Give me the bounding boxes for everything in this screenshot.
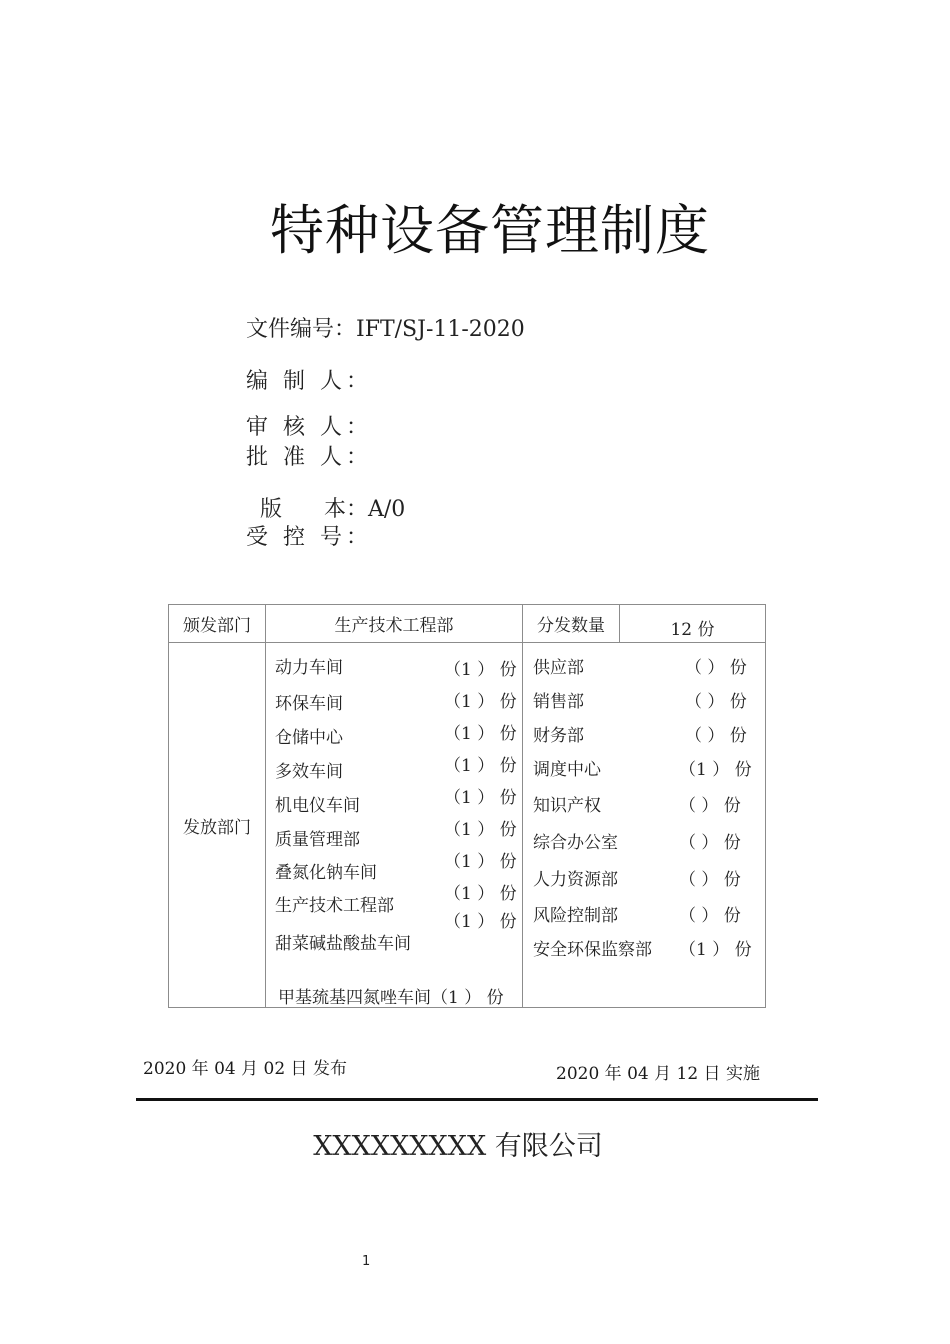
dept-name: 质量管理部	[275, 830, 360, 850]
left-dept-cell	[266, 643, 523, 1008]
control-number-label: 受 控 号：	[246, 525, 372, 550]
dept-count: （1 ） 份	[444, 788, 517, 808]
dept-name: 环保车间	[275, 694, 343, 714]
version-value: A/0	[367, 497, 406, 522]
issuer-label: 颁发部门	[183, 616, 251, 636]
dept-count: （ ） 份	[679, 796, 741, 816]
dept-count: （1 ） 份	[679, 940, 752, 960]
dist-label: 发放部门	[183, 817, 251, 838]
distribution-row	[169, 643, 766, 1008]
dept-count: （ ） 份	[679, 906, 741, 926]
approver-label: 批 准 人：	[246, 445, 372, 470]
dept-name: 调度中心	[533, 760, 601, 780]
company-name: XXXXXXXXX 有限公司	[313, 1131, 603, 1162]
dept-count: （1 ） 份	[444, 756, 517, 776]
dept-name: 销售部	[533, 692, 584, 712]
dept-count: （ ） 份	[679, 833, 741, 853]
distribution-table	[168, 604, 766, 1008]
right-dept-cell	[523, 643, 766, 1008]
count-value-cell	[620, 605, 766, 643]
issuer-label-cell	[169, 605, 266, 643]
doc-number-label: 文件编号：	[246, 317, 357, 342]
dept-count: （1 ） 份	[444, 820, 517, 840]
dept-count: （1 ） 份	[444, 692, 517, 712]
dept-name: 动力车间	[275, 658, 343, 678]
dept-name: 财务部	[533, 726, 584, 746]
issuer-value-cell	[266, 605, 523, 643]
issuer-value: 生产技术工程部	[334, 616, 454, 636]
count-value: 12 份	[670, 620, 715, 640]
version-line	[246, 467, 405, 523]
footer-divider	[136, 1098, 818, 1101]
version-label: 版 本：	[260, 497, 368, 522]
dept-name: 仓储中心	[275, 728, 343, 748]
dept-name: 叠氮化钠车间	[275, 863, 377, 883]
table-header-row	[169, 605, 766, 643]
dept-count: （1 ） 份	[444, 724, 517, 744]
dept-count: （ ） 份	[679, 870, 741, 890]
effective-date: 2020 年 04 月 12 日 实施	[556, 1064, 760, 1084]
dept-count: （1 ） 份	[444, 660, 517, 680]
count-label-cell	[523, 605, 620, 643]
compiler-label: 编 制 人：	[246, 369, 372, 394]
doc-number-value: IFT/SJ-11-2020	[356, 317, 525, 342]
dept-name: 综合办公室	[533, 833, 618, 853]
page-number: 1	[362, 1254, 371, 1269]
dept-name: 风险控制部	[533, 906, 618, 926]
reviewer-label: 审 核 人：	[246, 415, 372, 440]
dept-count: （ ） 份	[685, 726, 747, 746]
dept-count: （1 ） 份	[679, 760, 752, 780]
doc-number-line	[246, 312, 525, 343]
dept-name: 知识产权	[533, 796, 601, 816]
dept-count: （ ） 份	[685, 658, 747, 678]
dept-name: 生产技术工程部	[275, 896, 394, 916]
dist-label-cell	[169, 643, 266, 1008]
dept-name: 人力资源部	[533, 870, 618, 890]
publish-date: 2020 年 04 月 02 日 发布	[143, 1059, 347, 1079]
dept-count: （ ） 份	[685, 692, 747, 712]
dept-count: （1 ） 份	[444, 884, 517, 904]
dept-count: （1 ） 份	[444, 912, 517, 932]
dept-name: 安全环保监察部	[533, 940, 652, 960]
dept-count: （1 ） 份	[444, 852, 517, 872]
count-label: 分发数量	[537, 616, 605, 636]
dept-name: 甜菜碱盐酸盐车间	[275, 934, 411, 954]
dept-name: 多效车间	[275, 762, 343, 782]
dept-name: 机电仪车间	[275, 796, 360, 816]
dept-name: 供应部	[533, 658, 584, 678]
dept-last-item: 甲基巯基四氮唑车间（1 ） 份	[278, 988, 504, 1008]
document-title: 特种设备管理制度	[270, 199, 710, 262]
